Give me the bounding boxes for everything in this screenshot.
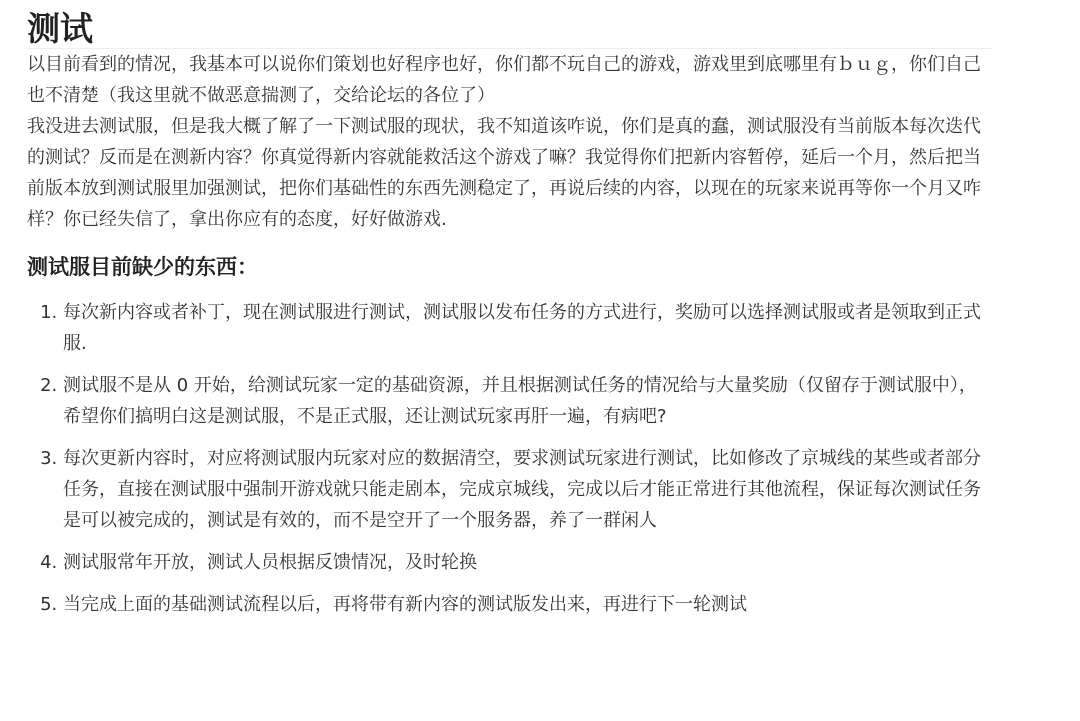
body-paragraph: 我没进去测试服，但是我大概了解了一下测试服的现状，我不知道该咋说，你们是真的蠢，测试服没有当前版本每次迭代的测试？反而是在测新内容？你真觉得新内容就能救活这个游戏了嘛？我觉得你们把新内容暂停，延后一个月，然后把当前版本放到测试服里加强测试，把你们基础性的东西先测稳定了，再说后续的内容，以现在的玩家来说再等你一个月又咋样？你已经失信了，拿出你应有的态度，好好做游戏.: [27, 116, 981, 230]
page-title: 测试: [27, 0, 992, 49]
list-item: 5. 当完成上面的基础测试流程以后，再将带有新内容的测试版发出来，再进行下一轮测试: [63, 589, 992, 620]
list-item: 3. 每次更新内容时，对应将测试服内玩家对应的数据清空，要求测试玩家进行测试，比如修改了京城线的某些或者部分任务，直接在测试服中强制开游戏就只能走剧本，完成京城线，完成以后才能正常进行其他流程，保证每次测试任务是可以被完成的，测试是有效的，而不是空开了一个服务器，养了一群闲人: [63, 443, 992, 536]
missing-items-list: [27, 297, 992, 620]
list-item: 4. 测试服常年开放，测试人员根据反馈情况，及时轮换: [63, 547, 992, 578]
list-item: 2. 测试服不是从 0 开始，给测试玩家一定的基础资源，并且根据测试任务的情况给与大量奖励（仅留存于测试服中），希望你们搞明白这是测试服，不是正式服，还让测试玩家再肝一遍，有病吧?: [63, 370, 992, 432]
section-heading: 测试服目前缺少的东西：: [27, 255, 258, 279]
intro-paragraph: 以目前看到的情况，我基本可以说你们策划也好程序也好，你们都不玩自己的游戏，游戏里到底哪里有ｂｕｇ，你们自己也不清楚（我这里就不做恶意揣测了，交给论坛的各位了）: [27, 54, 981, 106]
list-item: 1. 每次新内容或者补丁，现在测试服进行测试，测试服以发布任务的方式进行，奖励可以选择测试服或者是领取到正式服.: [63, 297, 992, 359]
